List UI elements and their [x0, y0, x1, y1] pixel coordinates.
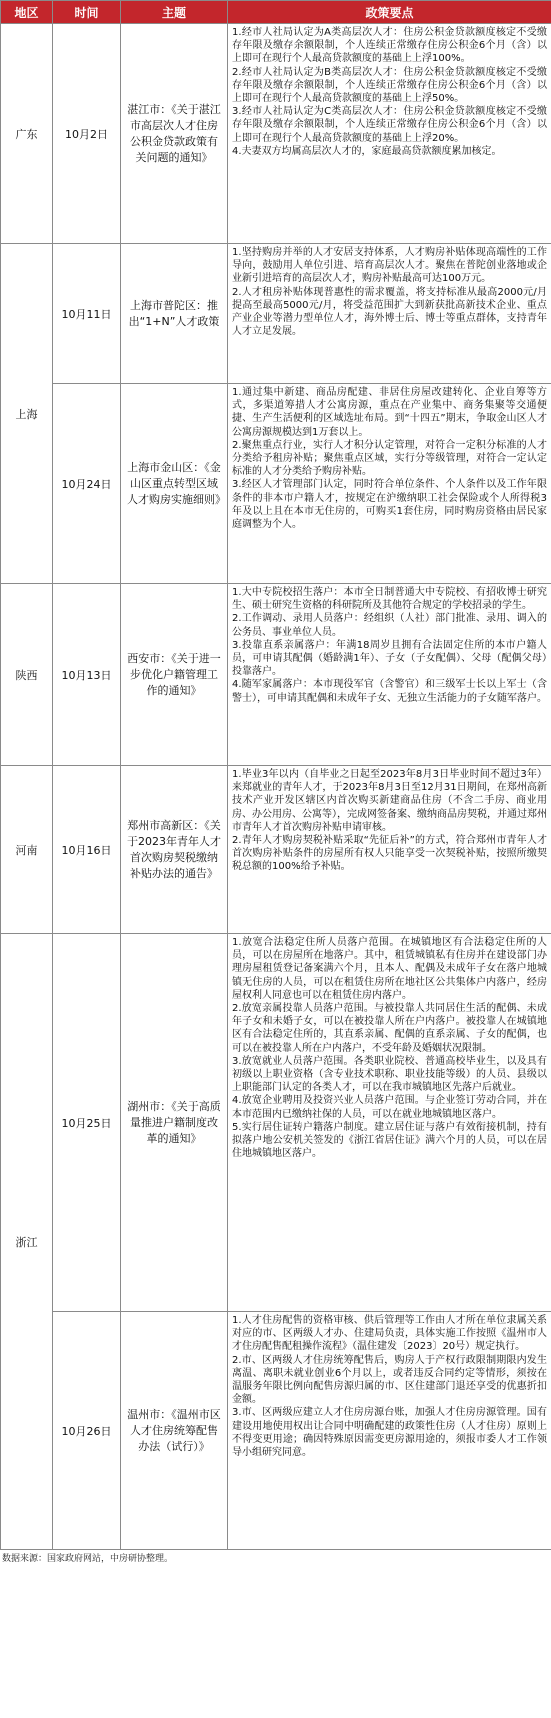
points-cell: [228, 584, 551, 766]
policy-point: 1.通过集中新建、商品房配建、非居住房屋改建转化、企业自筹等方式，多渠道筹措人才公寓房源，重点在产业集中、商务集聚等交通便捷、生产生活便利的区域选址布局。到“十四五”期末，争取金山区人才公寓房源规模达到1万套以上。: [232, 387, 547, 438]
policy-point: 3.投靠直系亲属落户：年满18周岁且拥有合法固定住所的本市户籍人员，可申请其配偶（婚龄满1年）、子女（子女配偶）、父母（配偶父母）投靠落户。: [232, 639, 547, 678]
policy-point: 2.人才租房补贴体现普惠性的需求覆盖，将支持标准从最高2000元/月提高至最高5000元/月，将受益范围扩大到新获批高新技术企业、重点产业企业等潜力型单位人才，海外博士后、博士等重点群体，支持青年人才立足发展。: [232, 286, 547, 338]
theme-cell: 温州市：《温州市区人才住房统筹配售办法（试行）》: [121, 1312, 228, 1550]
policy-point: 3.放宽就业人员落户范围。各类职业院校、普通高校毕业生，以及具有初级以上职业资格（含专业技术职称、职业技能等级）的人员、县级以上职能部门认定的各类人才，可以在我市城镇地区先落户后就业。: [232, 1055, 547, 1094]
theme-cell: 上海市普陀区：推出“1+N”人才政策: [121, 244, 228, 384]
date-cell: 10月26日: [53, 1312, 121, 1550]
date-cell: 10月25日: [53, 934, 121, 1312]
points-cell: [228, 1312, 551, 1550]
policy-point: 1.毕业3年以内（自毕业之日起至2023年8月3日毕业时间不超过3年）来郑就业的青年人才，于2023年8月3日至12月31日期间，在郑州高新技术产业开发区辖区内首次购买新建商品住房（不含二手房、商业用房、办公用房、公寓等），完成网签备案、缴纳商品房契税，并通过郑州市青年人才首次购房补贴申请审核。: [232, 769, 547, 833]
region-cell: 河南: [1, 766, 53, 934]
policy-point: 4.夫妻双方均属高层次人才的，家庭最高贷款额度累加核定。: [232, 145, 502, 157]
date-cell: 10月11日: [53, 244, 121, 384]
header-row: [1, 1, 551, 24]
policy-point: 1.大中专院校招生落户：本市全日制普通大中专院校、有招收博士研究生、硕士研究生资格的科研院所及其他符合规定的学校招录的学生。: [232, 587, 547, 612]
policy-point: 1.经市人社局认定为A类高层次人才：住房公积金贷款额度核定不受缴存年限及缴存余额限制，个人连续正常缴存住房公积金6个月（含）以上即可在现行个人最高贷款额度的基础上上浮100%。: [232, 27, 547, 65]
theme-cell: 湖州市：《关于高质量推进户籍制度改革的通知》: [121, 934, 228, 1312]
policy-point: 1.人才住房配售的资格审核、供后管理等工作由人才所在单位隶属关系对应的市、区两级人才办、住建局负责，具体实施工作按照《温州市人才住房配售配租操作流程》（温住建发〔2023〕20号）规定执行。: [232, 1315, 547, 1353]
policy-point: 2.聚焦重点行业，实行人才积分认定管理，对符合一定积分标准的人才分类给予租房补贴；聚焦重点区域，实行分等级管理，对符合一定认定标准的人才分类给予购房补贴。: [232, 439, 547, 478]
points-cell: [228, 934, 551, 1312]
policy-point: 2.经市人社局认定为B类高层次人才：住房公积金贷款额度核定不受缴存年限及缴存余额限制，个人连续正常缴存住房公积金6个月（含）以上即可在现行个人最高贷款额度的基础上上浮50%。: [232, 66, 547, 105]
header-theme: 主题: [121, 1, 228, 24]
header-points: 政策要点: [228, 1, 551, 24]
points-cell: [228, 244, 551, 384]
date-cell: 10月13日: [53, 584, 121, 766]
table-row: [1, 584, 551, 766]
source-note: 数据来源：国家政府网站，中房研协整理。: [2, 1554, 174, 1564]
points-cell: [228, 24, 551, 244]
table-row: [1, 1312, 551, 1550]
policy-point: 1.放宽合法稳定住所人员落户范围。在城镇地区有合法稳定住所的人员，可以在房屋所在地落户。其中，租赁城镇私有住房并在建设部门办理房屋租赁登记备案满六个月，且本人、配偶及未成年子女在落户地城镇无住房的人员，可以在租赁住房所在地社区公共集体户内落户，经房屋权利人同意也可以在租赁住房内落户。: [232, 937, 547, 1001]
table-body: [1, 24, 551, 1550]
policy-point: 2.放宽亲属投靠人员落户范围。与被投靠人共同居住生活的配偶、未成年子女和未婚子女，可以在被投靠人所在户内落户。被投靠人在城镇地区有合法稳定住所的，其直系亲属、配偶的直系亲属、子女的配偶，也可以在被投靠人所在户内落户，不受年龄及婚姻状况限制。: [232, 1003, 547, 1054]
region-cell: 浙江: [1, 934, 53, 1550]
theme-cell: 上海市金山区：《金山区重点转型区域人才购房实施细则》: [121, 384, 228, 584]
date-cell: 10月16日: [53, 766, 121, 934]
table-row: [1, 244, 551, 384]
region-cell: 陕西: [1, 584, 53, 766]
table-row: [1, 766, 551, 934]
table-row: [1, 24, 551, 244]
table-row: [1, 384, 551, 584]
header-date: 时间: [53, 1, 121, 24]
date-cell: 10月2日: [53, 24, 121, 244]
policy-point: 1.坚持购房并举的人才安居支持体系，人才购房补贴体现高端性的工作导向，鼓励用人单位引进、培育高层次人才。聚焦在普陀创业落地或企业新引进培育的高层次人才，购房补贴最高可达100万元。: [232, 247, 547, 285]
policy-point: 3.经市人社局认定为C类高层次人才：住房公积金贷款额度核定不受缴存年限及缴存余额限制，个人连续正常缴存住房公积金6个月（含）以上即可在现行个人最高贷款额度的基础上上浮20%。: [232, 106, 547, 144]
policy-point: 3.经区人才管理部门认定，同时符合单位条件、个人条件以及工作年限条件的非本市户籍人才，按规定在沪缴纳职工社会保险或个人所得税3年及以上且在本市无住房的，可购买1套住房，同时购房资格由居民家庭调整为个人。: [232, 479, 547, 531]
header-region: 地区: [1, 1, 53, 24]
policy-point: 5.实行居住证转户籍落户制度。建立居住证与落户有效衔接机制，持有拟落户地公安机关签发的《浙江省居住证》满六个月的人员，可以在居住地城镇地区落户。: [232, 1121, 547, 1160]
theme-cell: 西安市：《关于进一步优化户籍管理工作的通知》: [121, 584, 228, 766]
date-cell: 10月24日: [53, 384, 121, 584]
points-cell: [228, 766, 551, 934]
policy-point: 4.放宽企业聘用及投资兴业人员落户范围。与企业签订劳动合同，并在本市范围内已缴纳社保的人员，可以在就业地城镇地区落户。: [232, 1095, 547, 1120]
region-cell: 上海: [1, 244, 53, 584]
policy-point: 3.市、区两级应建立人才住房房源台账，加强人才住房房源管理。国有建设用地使用权出让合同中明确配建的政策性住房（人才住房）原则上不得变更用途；确因特殊原因需变更房源用途的，须报市委人才工作领导小组研究同意。: [232, 1407, 547, 1459]
points-cell: [228, 384, 551, 584]
theme-cell: 郑州市高新区：《关于2023年青年人才首次购房契税缴纳补贴办法的通告》: [121, 766, 228, 934]
policy-point: 2.工作调动、录用人员落户：经组织（人社）部门批准、录用、调入的公务员、事业单位人员。: [232, 613, 547, 638]
theme-cell: 湛江市：《关于湛江市高层次人才住房公积金贷款政策有关问题的通知》: [121, 24, 228, 244]
policy-point: 2.市、区两级人才住房统筹配售后，购房人于产权行政限制期限内发生离温、离职未就业创业6个月以上，或者违反合同约定等情形，须按在温服务年限比例向配售房源归属的市、区住建部门退还享受的优惠折扣金额。: [232, 1354, 547, 1406]
table-row: [1, 934, 551, 1312]
policy-point: 2.青年人才购房契税补贴采取“先征后补”的方式，符合郑州市青年人才首次购房补贴条件的房屋所有权人只能享受一次契税补贴，按照所缴契税总额的100%给予补贴。: [232, 835, 547, 873]
region-cell: 广东: [1, 24, 53, 244]
policy-point: 4.随军家属落户：本市现役军官（含警官）和三级军士长以上军士（含警士），可申请其配偶和未成年子女、无独立生活能力的子女随军落户。: [232, 679, 547, 704]
